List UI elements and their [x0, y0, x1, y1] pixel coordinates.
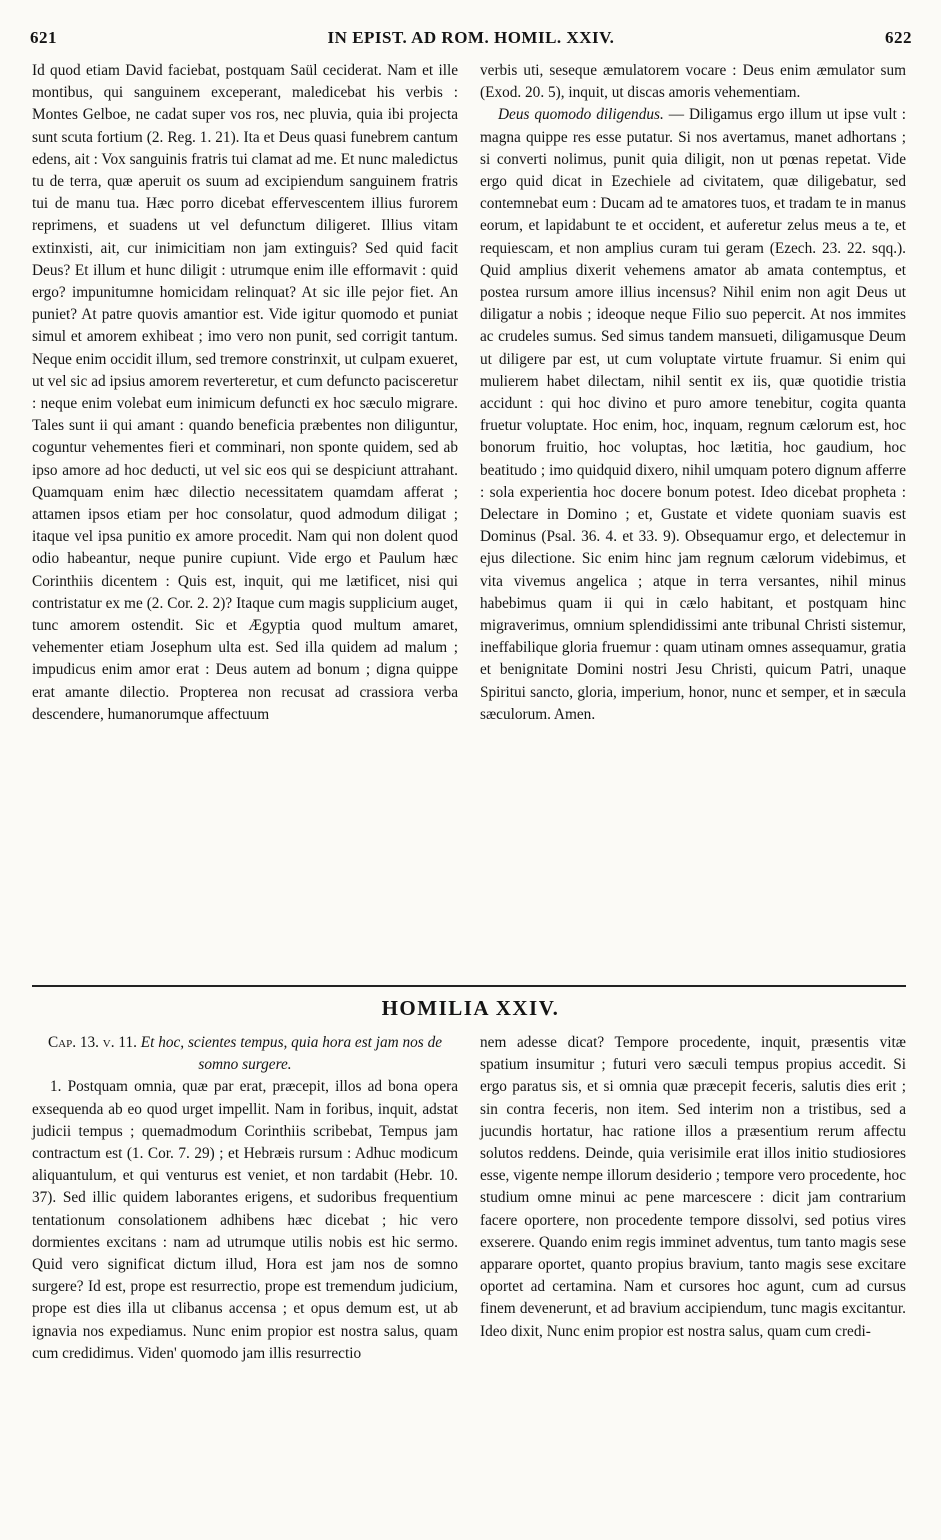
paragraph: nem adesse dicat? Tempore procedente, inquit, præsentis vitæ spatium insumitur ; futuri vero sæculi tempus propius accedit. Si ergo paratus sis, et si omnia quæ præcepit feceris, salutis dies erit ; sin contra feceris, non item. Sed interim non a tristibus, sed a jucundis hortatur, hac ratione illos a præsentium rerum affectu solutos reddens. Deinde, quia verisimile erat illos initio studiosiores esse, vigente nempe illorum desiderio ; tempore vero procedente, hoc studium omne minui ac pene marcescere : dicit jam contrarium facere oportere, non procedente tempore dissolvi, sed potius vires exserere. Quando enim regis imminet adventus, tum tanto magis sese apparare oportet, quanto propius bravium, tanto magis sese excitare oportet ad certamina. Nam et cursores hoc agunt, cum ad cursus finem devenerunt, et ad bravium accipiendum, tunc magis excitantur. Ideo dixit, Nunc enim propior est nostra salus, quam cum credi- [480, 1034, 906, 1340]
paragraph: 1. Postquam omnia, quæ par erat, præcepit, illos ad bona opera exsequenda ab eo quod urget impellit. Nam in foribus, inquit, adstat judicii tempus ; quemadmodum Corinthiis scribebat, Tempus jam contractum est (1. Cor. 7. 29) ; et Hebræis rursum : Adhuc modicum aliquantulum, et qui venturus est veniet, et non tardabit (Hebr. 10. 37). Sed illic quidem laborantes erigens, et sudoribus frequentium tentationum consolationem adhibens hæc dicebat ; hic vero dormientes excitans : nam ad utrumque utilis nobis est hic sermo. Quid vero significat dictum illud, Hora est jam nos de somno surgere? Id est, prope est resurrectio, prope est tremendum judicium, prope est dies illa ut clibanus accensa ; et opus demum est, ut ab ignavia nos expediamus. Nunc enim propior est nostra salus, quam cum credidimus. Viden' quomodo jam illis resurrectio [32, 1078, 458, 1362]
column-bottom-right [480, 1032, 906, 1343]
section-paragraph: Deus quomodo diligendus. — Diligamus ergo illum ut ipse vult : magna quippe res esse putatur. Si nos avertamus, manet adhortans ; si converti nolimus, punit quia diligit, non ut pœnas repetat. Vide ergo quid dicat in Ezechiele ad civitatem, quæ diligebatur, sed contemnebat eum : Ducam ad te amatores tuos, et tradam te in manus eorum, et lapidabunt te et occident, et auferetur zelus meus a te, et requiescam, et non amplius curam tui geram (Ezech. 23. 22. sqq.). Quid amplius dixerit vehemens amator ab amata contemptus, et postea rursum amore illius incensus? Nihil enim non agit Deus ut diligatur a nobis ; ideoque neque Filio suo pepercit. At nos immites ac crudeles sumus. Sed simus tandem mansueti, diligamusque Deum ut diligere par est, ut cum voluptate virtute fruamur. Si enim qui mulierem habet dilectam, nihil sentit ex iis, quæ quotidie tristia accidunt : qui hoc divino et puro amore tenebitur, cogita quanta fruetur voluptate. Hoc enim, hoc, inquam, regnum cælorum est, hoc bonorum fruitio, hoc voluptas, hoc lætitia, hoc gaudium, hoc beatitudo ; imo quidquid dixero, nihil umquam potero dignum afferre : sola experientia hoc docere bonum potest. Ideo dicebat propheta : Delectare in Domino ; et, Gustate et videte quoniam suavis est Dominus (Psal. 36. 4. et 33. 9). Obsequamur ergo, et delectemur in ejus dilectione. Sic enim hinc jam regnum cælorum videbimus, et vita vivemus angelica ; atque in terra versantes, nihil minus habebimus quam ii qui in cælo habitant, et postquam hinc migraverimus, omnium splendidissimi ante tribunal Christi sistemur, ineffabilique gloria fruemur : quam utinam omnes assequamur, gratia et benignitate Domini nostri Jesu Christi, quicum Patri, unaque Spiritui sancto, gloria, imperium, honor, nunc et semper, et in sæcula sæculorum. Amen. [480, 106, 906, 723]
column-top-left [32, 60, 458, 726]
chapter-label: Cap. 13. v. 11. [47, 1034, 137, 1051]
running-header [30, 28, 912, 54]
page-number-right: 622 [885, 28, 912, 47]
homily-title: HOMILIA XXIV. [381, 996, 560, 1020]
paragraph-text: Diligamus ergo illum ut ipse vult : magna quippe res esse putatur. Si nos avertamus, manet adhortans ; si converti nolimus, punit quia diligit, non ut pœnas repetat. Vide ergo quid dicat in Ezechiele ad civitatem, quæ diligebatur, sed contemnebat eum : Ducam ad te amatores tuos, et tradam te in manus eorum, et lapidabunt te et occident, et auferetur zelus meus a te, et requiescam, et non amplius curam tui geram (Ezech. 23. 22. sqq.). Quid amplius dixerit vehemens amator ab amata contemptus, et postea rursum amore illius incensus? Nihil enim non agit Deus ut diligatur a nobis ; ideoque neque Filio suo pepercit. At nos immites ac crudeles sumus. Sed simus tandem mansueti, diligamusque Deum ut diligere par est, ut cum voluptate virtute fruamur. Si enim qui mulierem habet dilectam, nihil sentit ex iis, quæ quotidie tristia accidunt : qui hoc divino et puro amore tenebitur, cogita quanta fruetur voluptate. Hoc enim, hoc, inquam, regnum cælorum est, hoc bonorum fruitio, hoc voluptas, hoc lætitia, hoc gaudium, hoc beatitudo ; imo quidquid dixero, nihil umquam potero dignum afferre : sola experientia hoc docere bonum potest. Ideo dicebat propheta : Delectare in Domino ; et, Gustate et videte quoniam suavis est Dominus (Psal. 36. 4. et 33. 9). Obsequamur ergo, et delectemur in ejus dilectione. Sic enim hinc jam regnum cælorum videbimus, et vita vivemus angelica ; atque in terra versantes, nihil minus habebimus quam ii qui in cælo habitant, et postquam hinc migraverimus, omnium splendidissimi ante tribunal Christi sistemur, ineffabilique gloria fruemur : quam utinam omnes assequamur, gratia et benignitate Domini nostri Jesu Christi, quicum Patri, unaque Spiritui sancto, gloria, imperium, honor, nunc et semper, et in sæcula sæculorum. Amen. [480, 106, 906, 723]
paragraph: verbis uti, seseque æmulatorem vocare : Deus enim æmulator sum (Exod. 20. 5), inquit, ut discas amoris vehementiam. [480, 62, 906, 102]
chapter-reference [32, 1032, 458, 1076]
section-divider [32, 985, 906, 987]
paragraph: Id quod etiam David faciebat, postquam Saül ceciderat. Nam et ille montibus, qui sanguinem exceperant, maledicebat his verbis : Montes Gelboe, ne cadat super vos ros, nec pluvia, quia ibi projecta sunt scuta fortium (2. Reg. 1. 21). Ita et Deus quasi funebrem cantum edens, ait : Vox sanguinis fratris tui clamat ad me. Et nunc maledictus tu de terra, quæ aperuit os suum ad excipiendum sanguinem fratris tui de manu tua. Hæc porro dicebat effervescentem illius furorem reprimens, et suadens ut vel defunctum diligeret. Illius vitam extinxisti, ait, cur inimicitiam non jam extinguis? Sed quid facit Deus? Et illum et hunc diligit : utrumque enim ille efformavit : quid ergo? impunitumne homicidam relinquat? At sic ille pejor fiet. An puniet? At patre quovis amantior est. Vide igitur quomodo et puniat simul et amorem exhibeat ; imo vero non punit, sed corrigit tantum. Neque enim occidit illum, sed tremore constrinxit, ut culpam exueret, ut vel sic ad ipsius amorem reverteretur, et cum defuncto pacisceretur : neque enim volebat eum inimicum defuncti ex hoc sæculo migrare. Tales sunt ii qui amant : quando beneficia præbentes non diliguntur, coguntur vehementes fieri et comminari, non sponte quidem, sed ab ipso amore ad hoc deducti, ut vel sic eos qui se despiciunt attrahant. Quamquam enim hæc dilectio necessitatem quamdam afferat ; attamen ipsos etiam per hoc consolatur, quod admodum diligat ; itaque vel ipsa punitio ex amore procedit. Nam qui non dolent quod odio habeantur, neque punire cupiunt. Vide ergo et Paulum hæc Corinthiis dicentem : Quis est, inquit, qui me lætificet, nisi qui contristatur ex me (2. Cor. 2. 2)? Itaque cum magis supplicium auget, tunc amorem ostendit. Sic et Ægyptia quod multum amaret, vehementer etiam Josephum ulta est. Sed illa quidem ad malum ; impudicus enim amor erat : Deus autem ad bonum ; digna quippe erat amante dilectio. Propterea non recusat ad crassiora verba descendere, humanorumque affectuum [32, 62, 458, 723]
running-title: IN EPIST. AD ROM. HOMIL. XXIV. [327, 28, 615, 47]
section-heading: Deus quomodo diligendus. [498, 106, 664, 124]
column-top-right [480, 60, 906, 726]
page-number-left: 621 [30, 28, 57, 47]
chapter-verse: Et hoc, scientes tempus, quia hora est jam nos de somno surgere. [140, 1034, 443, 1074]
column-bottom-left [32, 1032, 458, 1365]
